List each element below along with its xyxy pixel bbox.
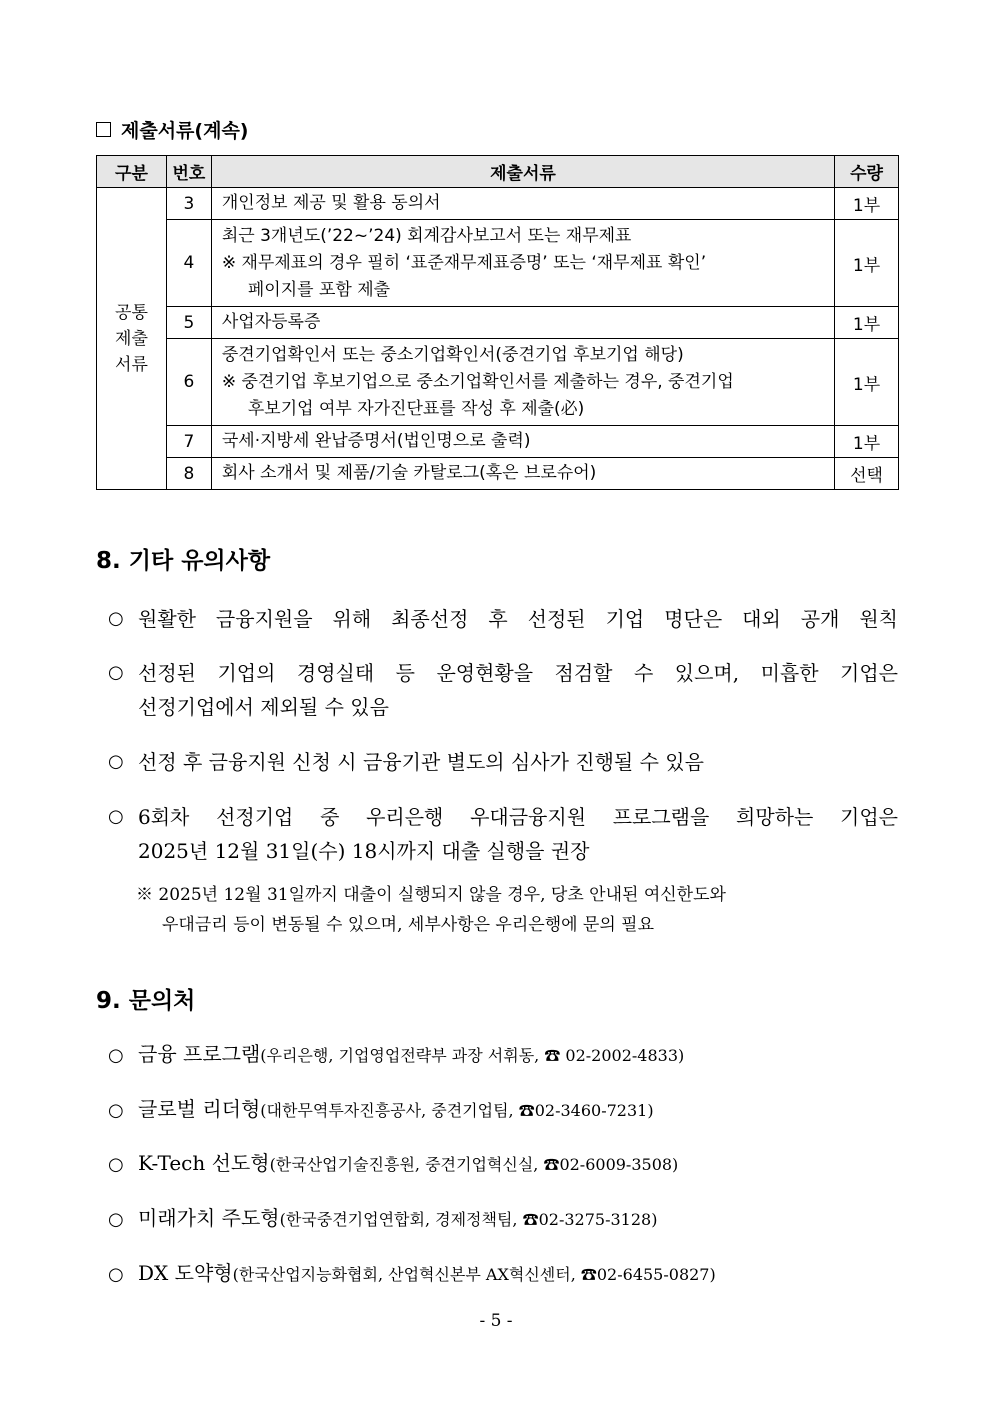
header-document: 제출서류 <box>211 156 834 188</box>
list-item <box>108 800 898 868</box>
row-quantity: 1부 <box>835 307 899 339</box>
category-label-line: 공통 <box>115 302 148 323</box>
document-name <box>211 339 834 426</box>
contact-program: 글로벌 리더형 <box>138 1097 261 1121</box>
table-row <box>97 426 899 458</box>
contact-item <box>108 1148 678 1180</box>
header-quantity: 수량 <box>835 156 899 188</box>
document-line: 최근 3개년도(’22~’24) 회계감사보고서 또는 재무제표 <box>221 225 632 246</box>
list-item <box>108 602 898 636</box>
category-label-line: 제출 <box>115 328 148 349</box>
circle-bullet-icon: ○ <box>108 1209 124 1230</box>
reference-note <box>136 880 726 940</box>
row-number: 4 <box>166 220 211 307</box>
document-name: 개인정보 제공 및 활용 동의서 <box>211 188 834 220</box>
list-item <box>108 656 898 724</box>
contact-detail: (한국산업지능화협회, 산업혁신본부 AX혁신센터, ☎02-6455-0827) <box>232 1265 716 1284</box>
circle-bullet-icon: ○ <box>108 608 124 629</box>
header-number: 번호 <box>166 156 211 188</box>
table-header-row <box>97 156 899 188</box>
table-row <box>97 339 899 426</box>
row-number: 3 <box>166 188 211 220</box>
subtitle-text: 제출서류(계속) <box>121 120 249 142</box>
section-subtitle <box>96 116 249 143</box>
row-quantity: 1부 <box>835 339 899 426</box>
circle-bullet-icon: ○ <box>108 1045 124 1066</box>
table-row <box>97 458 899 490</box>
circle-bullet-icon: ○ <box>108 662 124 683</box>
contact-detail: (한국산업기술진흥원, 중견기업혁신실, ☎02-6009-3508) <box>269 1155 679 1174</box>
row-quantity: 1부 <box>835 220 899 307</box>
circle-bullet-icon: ○ <box>108 1154 124 1175</box>
document-note-cont: 후보기업 여부 자가진단표를 작성 후 제출(必) <box>247 398 585 419</box>
contact-item <box>108 1203 657 1235</box>
table-row <box>97 307 899 339</box>
document-name: 국세·지방세 완납증명서(법인명으로 출력) <box>211 426 834 458</box>
document-note: ※ 중견기업 후보기업으로 중소기업확인서를 제출하는 경우, 중견기업 <box>221 371 734 392</box>
header-category: 구분 <box>97 156 167 188</box>
note-line: 우대금리 등이 변동될 수 있으며, 세부사항은 우리은행에 문의 필요 <box>162 915 655 935</box>
document-note: ※ 재무제표의 경우 필히 ‘표준재무제표증명’ 또는 ‘재무제표 확인’ <box>221 252 707 273</box>
contact-program: K-Tech 선도형 <box>138 1151 270 1175</box>
list-item-line: 선정된 기업의 경영실태 등 운영현황을 점검할 수 있으며, 미흡한 기업은 <box>138 661 898 685</box>
contact-item <box>108 1039 684 1071</box>
contact-item <box>108 1094 654 1126</box>
circle-bullet-icon: ○ <box>108 1264 124 1285</box>
contact-item <box>108 1258 716 1290</box>
contact-program: 금융 프로그램 <box>138 1042 261 1066</box>
document-line: 중견기업확인서 또는 중소기업확인서(중견기업 후보기업 해당) <box>221 344 684 365</box>
list-item-text: 선정 후 금융지원 신청 시 금융기관 별도의 심사가 진행될 수 있음 <box>138 750 704 774</box>
list-item-text <box>138 656 898 724</box>
list-item-line: 6회차 선정기업 중 우리은행 우대금융지원 프로그램을 희망하는 기업은 <box>138 805 898 829</box>
row-number: 8 <box>166 458 211 490</box>
circle-bullet-icon: ○ <box>108 1100 124 1121</box>
list-item <box>108 745 898 779</box>
list-item-line: 선정기업에서 제외될 수 있음 <box>138 695 389 719</box>
page-number: - 5 - <box>479 1311 513 1331</box>
documents-table <box>96 155 899 490</box>
list-item-text: 원활한 금융지원을 위해 최종선정 후 선정된 기업 명단은 대외 공개 원칙 <box>138 607 898 631</box>
section-8-title: 8. 기타 유의사항 <box>96 548 271 574</box>
contact-detail: (한국중견기업연합회, 경제정책팀, ☎02-3275-3128) <box>279 1210 658 1229</box>
note-line: ※ 2025년 12월 31일까지 대출이 실행되지 않을 경우, 당초 안내된 여신한도와 <box>136 885 726 905</box>
section-9-title: 9. 문의처 <box>96 988 196 1014</box>
row-quantity: 선택 <box>835 458 899 490</box>
row-number: 7 <box>166 426 211 458</box>
row-number: 6 <box>166 339 211 426</box>
row-quantity: 1부 <box>835 426 899 458</box>
checkbox-square-icon <box>96 122 111 137</box>
list-item-text <box>138 800 898 868</box>
contact-detail: (우리은행, 기업영업전략부 과장 서휘동, ☎ 02-2002-4833) <box>260 1046 685 1065</box>
circle-bullet-icon: ○ <box>108 806 124 827</box>
row-quantity: 1부 <box>835 188 899 220</box>
document-name <box>211 220 834 307</box>
circle-bullet-icon: ○ <box>108 751 124 772</box>
category-label-line: 서류 <box>115 354 148 375</box>
category-cell <box>97 188 167 490</box>
row-number: 5 <box>166 307 211 339</box>
contact-program: DX 도약형 <box>138 1261 233 1285</box>
table-row <box>97 188 899 220</box>
document-name: 회사 소개서 및 제품/기술 카탈로그(혹은 브로슈어) <box>211 458 834 490</box>
contact-detail: (대한무역투자진흥공사, 중견기업팀, ☎02-3460-7231) <box>260 1101 654 1120</box>
document-name: 사업자등록증 <box>211 307 834 339</box>
document-note-cont: 페이지를 포함 제출 <box>247 279 391 300</box>
list-item-line: 2025년 12월 31일(수) 18시까지 대출 실행을 권장 <box>138 839 590 863</box>
table-row <box>97 220 899 307</box>
contact-program: 미래가치 주도형 <box>138 1206 280 1230</box>
